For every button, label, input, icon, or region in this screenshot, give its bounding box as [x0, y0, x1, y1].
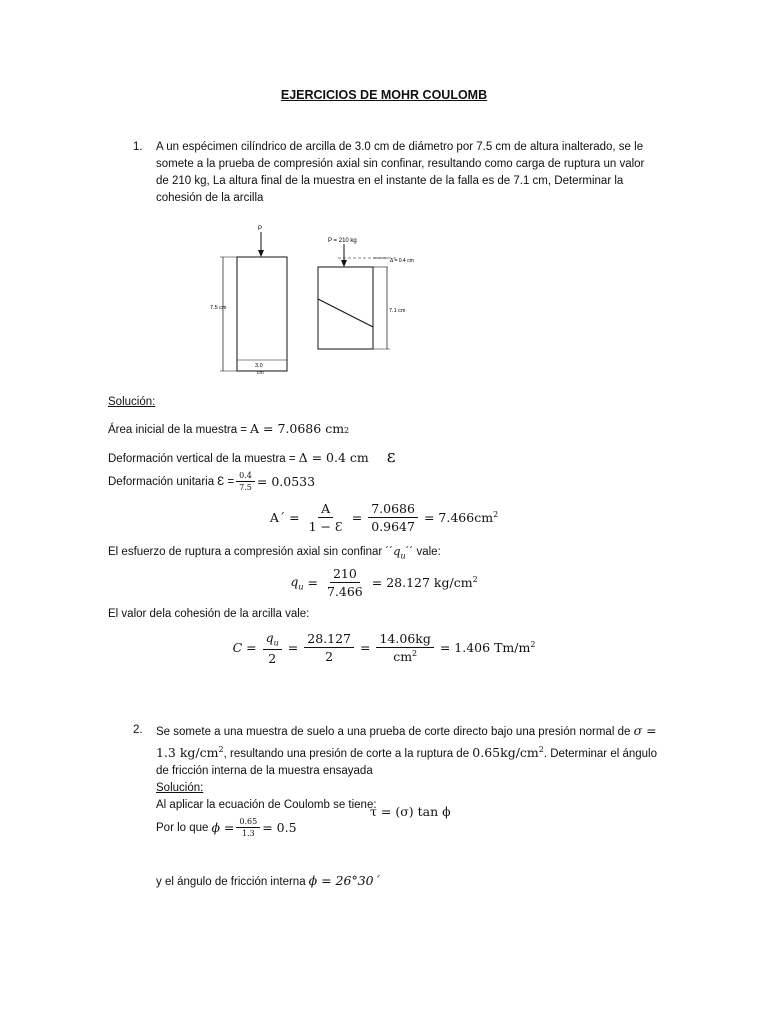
final-height-label: 7.1 cm	[389, 308, 406, 314]
c-lhs: C =	[232, 640, 257, 656]
specimen-diagram	[210, 222, 425, 380]
unit-deform-num: 0.4	[236, 471, 255, 482]
phi-ratio-fraction	[236, 817, 260, 838]
exercise-1-line: somete a la prueba de compresión axial sin confinar, resultando como carga de ruptura un valor	[156, 158, 645, 170]
friction-angle-line	[156, 873, 380, 888]
exercise-2-line-3: de fricción interna de la muestra ensayada	[156, 765, 373, 778]
qu-intro-text: El esfuerzo de ruptura a compresión axial sin confinar ´´	[108, 546, 394, 558]
aprime-eq: =	[351, 510, 363, 525]
aprime-f1-num: A	[318, 501, 333, 518]
phi-ratio-num: 0.65	[236, 817, 260, 828]
unit-deform-text: Deformación unitaria Ɛ =	[108, 475, 235, 488]
load-p-label: P	[258, 226, 263, 232]
c-fraction-3	[376, 631, 433, 664]
area-text: Área inicial de la muestra =	[108, 424, 248, 436]
area-exp: 2	[344, 426, 350, 435]
area-line	[108, 421, 349, 436]
load-arrowhead	[258, 250, 264, 257]
failed-specimen	[318, 267, 373, 349]
aprime-f2-den: 0.9647	[371, 519, 415, 534]
phi-ratio-lhs: ϕ =	[211, 820, 235, 835]
unit-deform-den: 7.5	[239, 483, 252, 492]
deform-math: Δ = 0.4 cm	[298, 450, 369, 465]
qu-num: 210	[330, 566, 360, 583]
exercise-2-line-1: Se somete a una muestra de suelo a una prueba de corte directo bajo una presión normal de σ =	[156, 723, 657, 738]
phi-ratio-result: = 0.5	[262, 820, 297, 835]
deform-text: Deformación vertical de la muestra =	[108, 453, 296, 465]
aprime-lhs: A´ =	[269, 510, 300, 525]
load-value-label: P = 210 kg	[328, 238, 357, 244]
c-f2-num: 28.127	[304, 631, 354, 648]
qu-eq: =	[307, 575, 318, 590]
area-math: A = 7.0686 cm	[250, 421, 345, 436]
unit-deform-result: = 0.0533	[256, 474, 316, 489]
load-arrowhead-2	[341, 260, 347, 267]
exercise-1-number: 1.	[133, 141, 143, 153]
aprime-f1-den: 1 − Ɛ	[308, 519, 343, 534]
qu-intro-symbol: $q_u$	[393, 544, 406, 561]
diameter-label: 3.0	[255, 363, 263, 369]
c-f2-den: 2	[325, 649, 334, 665]
c-f1-num: $q_u$	[263, 630, 282, 650]
c-f3-den: $cm^2$	[393, 649, 418, 665]
area-corrected-equation	[0, 501, 768, 534]
phi-ratio-line	[156, 817, 297, 838]
qu-den: 7.466	[326, 584, 363, 599]
solution-1-label: Solución:	[108, 396, 156, 408]
aprime-fraction-1	[306, 501, 346, 534]
qu-lhs: $q_u$	[290, 573, 304, 592]
solution-2-label: Solución:	[156, 782, 204, 795]
aprime-fraction-2	[368, 501, 418, 534]
unit-deform-line	[108, 471, 315, 492]
qu-intro-after: ´´ vale:	[405, 546, 441, 558]
exercise-2-statement	[156, 722, 666, 814]
diameter-unit: cm	[257, 370, 264, 376]
phi-ratio-den: 1.3	[241, 829, 255, 838]
cohesion-equation	[0, 630, 768, 666]
height-label: 7.5 cm	[210, 305, 227, 311]
aprime-f2-num: 7.0686	[368, 501, 418, 518]
initial-specimen	[237, 257, 287, 371]
aprime-result: = $7.466cm^2$	[423, 509, 499, 526]
qu-fraction	[324, 566, 366, 599]
c-fraction-1	[263, 630, 282, 666]
epsilon-symbol: ε	[386, 447, 396, 467]
delta-label: Δ = 0.4 cm	[390, 258, 414, 264]
c-f3-num: 14.06kg	[376, 631, 433, 648]
unit-deform-fraction	[236, 471, 255, 492]
exercise-2-line-2: 1.3 $kg/cm^2$, resultando una presión de corte a la ruptura de $0.65kg/cm^2$. Determinar el ángulo	[156, 745, 658, 761]
exercise-1-line: A un espécimen cilíndrico de arcilla de 3.0 cm de diámetro por 7.5 cm de altura inalterado, se le	[156, 141, 644, 153]
page-title: EJERCICIOS DE MOHR COULOMB	[280, 88, 488, 102]
deform-line	[108, 447, 396, 467]
exercise-1-line: de 210 kg, La altura final de la muestra en el instante de la falla es de 7.1 cm, Determinar la	[156, 175, 624, 187]
coulomb-equation: τ = (σ) tan ϕ	[370, 804, 451, 819]
exercise-1-statement	[156, 139, 661, 207]
cohesion-intro: El valor dela cohesión de la arcilla vale:	[108, 608, 310, 620]
coulomb-intro: Al aplicar la ecuación de Coulomb se tiene:	[156, 799, 377, 812]
qu-equation	[0, 566, 768, 599]
c-eq2: =	[360, 640, 371, 656]
exercise-1-line: cohesión de la arcilla	[156, 192, 264, 204]
qu-intro-line	[108, 544, 441, 560]
exercise-2-number: 2.	[133, 724, 143, 736]
phi-ratio-text: Por lo que	[156, 821, 209, 834]
c-fraction-2	[304, 631, 354, 664]
c-f1-den: 2	[268, 650, 277, 666]
c-result: = 1.406 $Tm/m^2$	[439, 640, 536, 656]
failure-plane	[318, 299, 373, 327]
friction-angle-text: y el ángulo de fricción interna	[156, 876, 306, 888]
friction-angle-value: ϕ = 26°30´	[308, 873, 380, 888]
qu-result: = 28.127 $kg/cm^2$	[371, 574, 478, 591]
c-eq1: =	[287, 640, 299, 656]
